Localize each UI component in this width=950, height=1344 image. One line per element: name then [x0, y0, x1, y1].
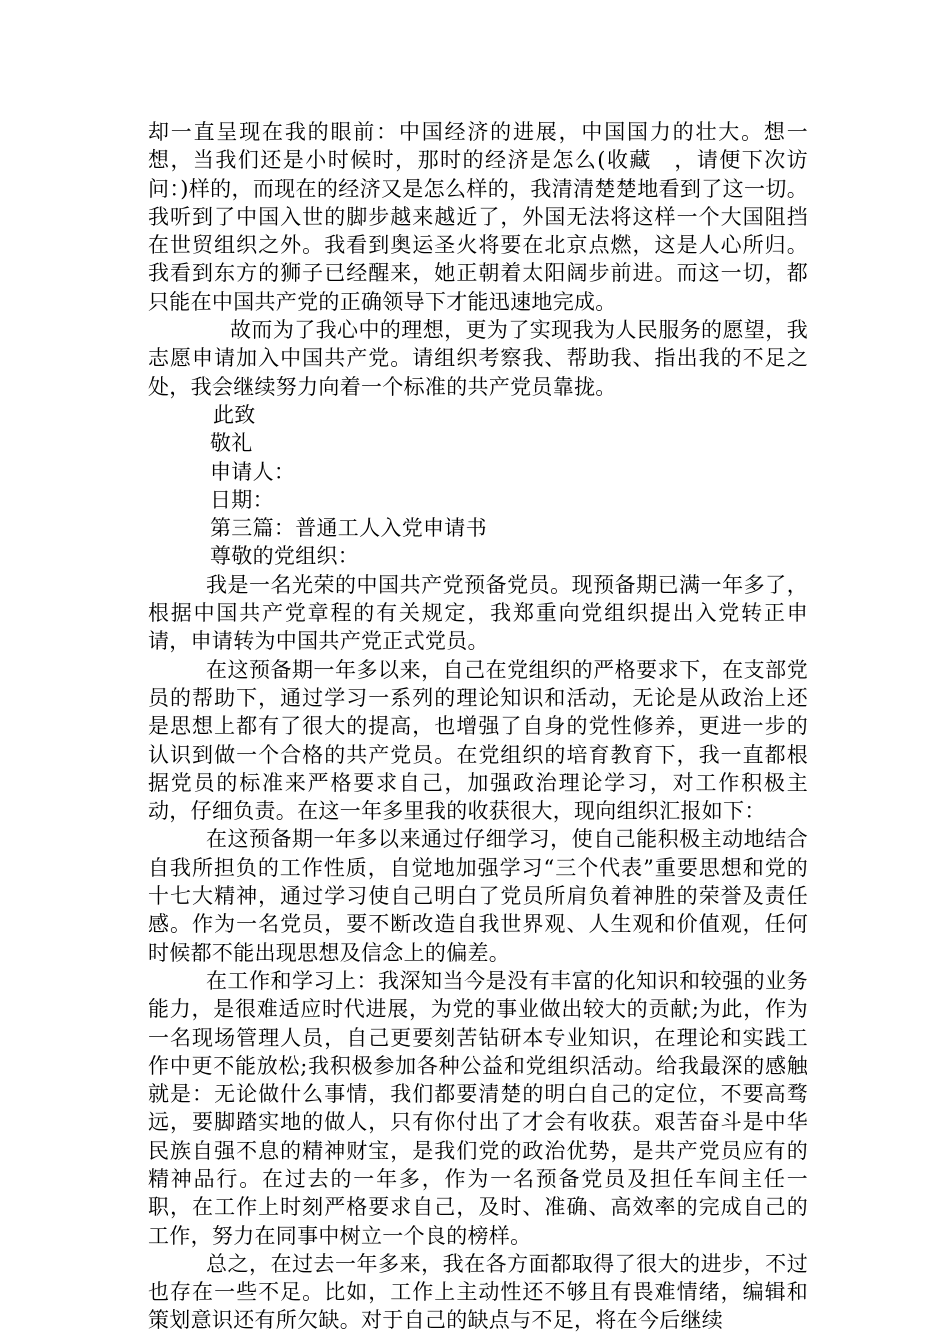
paragraph-7: 总之，在过去一年多来，我在各方面都取得了很大的进步，不过也存在一些不足。比如，工作上主动性还不够且有畏难情绪，编辑和策划意识还有所欠缺。对于自己的缺点与不足，将在今后继续 [148, 1251, 808, 1333]
greeting: 尊敬的党组织： [210, 544, 360, 569]
paragraph-4: 在这预备期一年多以来，自己在党组织的严格要求下，在支部党员的帮助下，通过学习一系列的理论知识和活动，无论是从政治上还是思想上都有了很大的提高，也增强了自身的党性修养，更进一步的认识到做一个合格的共产党员。在党组织的培育教育下，我一直都根据党员的标准来严格要求自己，加强政治理论学习，对工作积极主动，仔细负责。在这一年多里我的收获很大，现向组织汇报如下： [148, 657, 808, 824]
date-label: 日期： [210, 487, 274, 512]
paragraph-3: 我是一名光荣的中国共产党预备党员。现预备期已满一年多了，根据中国共产党章程的有关规定，我郑重向党组织提出入党转正申请，申请转为中国共产党正式党员。 [148, 572, 808, 654]
paragraph-2: 故而为了我心中的理想，更为了实现我为人民服务的愿望，我志愿申请加入中国共产党。请组织考察我、帮助我、指出我的不足之处，我会继续努力向着一个标准的共产党员靠拢。 [148, 318, 808, 399]
paragraph-5: 在这预备期一年多以来通过仔细学习，使自己能积极主动地结合自我所担负的工作性质，自觉地加强学习“三个代表”重要思想和党的十七大精神，通过学习使自己明白了党员所肩负着神胜的荣誉及责任感。作为一名党员，要不断改造自我世界观、人生观和价值观，任何时候都不能出现思想及信念上的偏差。 [148, 827, 808, 965]
paragraph-6: 在工作和学习上：我深知当今是没有丰富的化知识和较强的业务能力，是很难适应时代进展，为党的事业做出较大的贡献;为此，作为一名现场管理人员，自己更要刻苦钻研本专业知识，在理论和实践工作中更不能放松;我积极参加各种公益和党组织活动。给我最深的感触就是：无论做什么事情，我们都要清楚的明白自己的定位，不要高骛远，要脚踏实地的做人，只有你付出了才会有收获。艰苦奋斗是中华民族自强不息的精神财宝，是我们党的政治优势，是共产党员应有的精神品行。在过去的一年多，作为一名预备党员及担任车间主任一职，在工作上时刻严格要求自己，及时、准确、高效率的完成自己的工作，努力在同事中树立一个良的榜样。 [148, 968, 808, 1248]
applicant-label: 申请人： [210, 459, 296, 484]
section-title: 第三篇：普通工人入党申请书 [210, 516, 487, 541]
paragraph-1: 却一直呈现在我的眼前：中国经济的进展，中国国力的壮大。想一想，当我们还是小时候时，那时的经济是怎么(收藏 ，请便下次访问：)样的，而现在的经济又是怎么样的，我清清楚楚地看到了这一切。我听到了中国入世的脚步越来越近了，外国无法将这样一个大国阻挡在世贸组织之外。我看到奥运圣火将要在北京点燃，这是人心所归。我看到东方的狮子已经醒来，她正朝着太阳阔步前进。而这一切，都只能在中国共产党的正确领导下才能迅速地完成。 [148, 120, 808, 314]
closing-regards: 敬礼 [210, 431, 253, 456]
closing-salutation: 此致 [213, 402, 256, 427]
document-body [148, 118, 808, 1335]
